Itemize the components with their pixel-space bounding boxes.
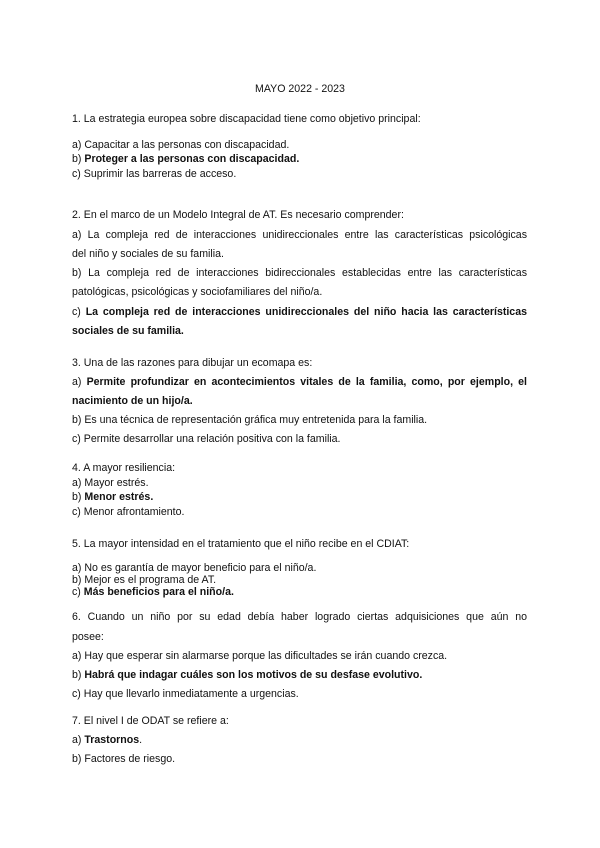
question-2-text: 2. En el marco de un Modelo Integral de AT. Es necesario comprender: <box>72 209 404 221</box>
question-1-option-a: a) Capacitar a las personas con discapacidad. <box>72 139 290 151</box>
question-2-option-c-line-2: sociales de su familia. <box>72 325 184 337</box>
question-7-text: 7. El nivel I de ODAT se refiere a: <box>72 715 229 727</box>
question-4-option-c: c) Menor afrontamiento. <box>72 506 185 518</box>
question-2-correct-answer: La compleja red de interacciones unidireccionales del niño hacia las características <box>85 306 527 318</box>
question-2-option-a-line-2: del niño y sociales de su familia. <box>72 248 224 260</box>
question-2-option-b-line-1: b) La compleja red de interacciones bidireccionales establecidas entre las características <box>72 267 527 279</box>
question-6-text-line-2: posee: <box>72 631 104 643</box>
question-3-option-c: c) Permite desarrollar una relación positiva con la familia. <box>72 433 341 445</box>
question-2-option-a-line-1: a) La compleja red de interacciones unidireccionales entre las características psicológicas <box>72 229 527 241</box>
question-6-correct-answer: Habrá que indagar cuáles son los motivos de su desfase evolutivo. <box>84 669 423 681</box>
question-5-option-c: c) Más beneficios para el niño/a. <box>72 586 234 598</box>
question-5-text: 5. La mayor intensidad en el tratamiento que el niño recibe en el CDIAT: <box>72 538 410 550</box>
question-1-option-b: b) Proteger a las personas con discapacidad. <box>72 153 300 165</box>
question-3-correct-answer: Permite profundizar en acontecimientos vitales de la familia, como, por ejemplo, el <box>86 376 527 388</box>
question-7-correct-answer: Trastornos <box>84 734 140 746</box>
document-title: MAYO 2022 - 2023 <box>255 83 345 95</box>
question-1-correct-answer: Proteger a las personas con discapacidad. <box>84 153 300 165</box>
question-5-option-a: a) No es garantía de mayor beneficio para el niño/a. <box>72 562 317 574</box>
question-3-option-b: b) Es una técnica de representación gráfica muy entretenida para la familia. <box>72 414 428 426</box>
question-4-correct-answer: Menor estrés. <box>84 491 154 503</box>
question-3-option-a-line-1: a) Permite profundizar en acontecimientos vitales de la familia, como, por ejemplo, el <box>72 376 527 388</box>
question-6-text-line-1: 6. Cuando un niño por su edad debía haber logrado ciertas adquisiciones que aún no <box>72 611 527 623</box>
question-7-option-a: a) Trastornos. <box>72 734 143 746</box>
question-2-option-b-line-2: patológicas, psicológicas y sociofamiliares del niño/a. <box>72 286 323 298</box>
question-3-option-a-line-2: nacimiento de un hijo/a. <box>72 395 193 407</box>
question-4-option-a: a) Mayor estrés. <box>72 477 149 489</box>
question-4-option-b: b) Menor estrés. <box>72 491 154 503</box>
question-5-option-b: b) Mejor es el programa de AT. <box>72 574 217 586</box>
question-1-option-c: c) Suprimir las barreras de acceso. <box>72 168 237 180</box>
question-6-option-a: a) Hay que esperar sin alarmarse porque las dificultades se irán cuando crezca. <box>72 650 448 662</box>
question-3-text: 3. Una de las razones para dibujar un ecomapa es: <box>72 357 313 369</box>
question-7-option-b: b) Factores de riesgo. <box>72 753 176 765</box>
question-6-option-c: c) Hay que llevarlo inmediatamente a urgencias. <box>72 688 299 700</box>
question-6-option-b: b) Habrá que indagar cuáles son los motivos de su desfase evolutivo. <box>72 669 423 681</box>
question-2-option-c-line-1: c) La compleja red de interacciones unidireccionales del niño hacia las características <box>72 306 527 318</box>
question-1-text: 1. La estrategia europea sobre discapacidad tiene como objetivo principal: <box>72 113 421 125</box>
question-4-text: 4. A mayor resiliencia: <box>72 462 176 474</box>
question-5-correct-answer: Más beneficios para el niño/a. <box>83 586 234 598</box>
